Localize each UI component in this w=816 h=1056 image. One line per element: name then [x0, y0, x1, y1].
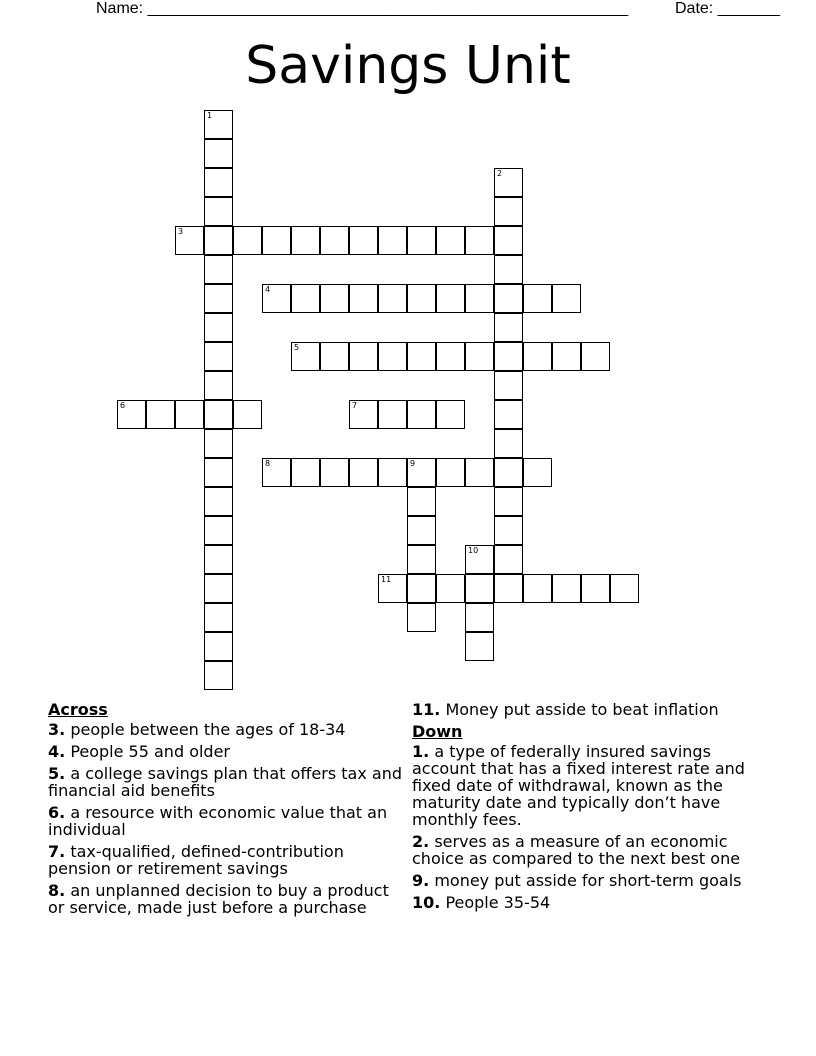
crossword-cell[interactable] — [262, 458, 291, 487]
clue-number: 6 — [120, 401, 126, 410]
across-clue: 5. a college savings plan that offers tax and financial aid benefits — [48, 764, 402, 800]
crossword-cell[interactable] — [175, 226, 204, 255]
crossword-cell[interactable] — [117, 400, 146, 429]
crossword-cell[interactable] — [204, 458, 233, 487]
crossword-cell[interactable] — [552, 284, 581, 313]
crossword-cell[interactable] — [204, 545, 233, 574]
crossword-cell[interactable] — [204, 400, 233, 429]
crossword-cell[interactable] — [465, 603, 494, 632]
crossword-cell[interactable] — [378, 400, 407, 429]
crossword-cell[interactable] — [262, 284, 291, 313]
clue-number: 8 — [265, 459, 271, 468]
crossword-cell[interactable] — [494, 458, 523, 487]
crossword-cell[interactable] — [407, 458, 436, 487]
crossword-cell[interactable] — [465, 458, 494, 487]
crossword-cell[interactable] — [465, 226, 494, 255]
crossword-cell[interactable] — [465, 545, 494, 574]
crossword-cell[interactable] — [204, 661, 233, 690]
crossword-cell[interactable] — [146, 400, 175, 429]
clue-number: 11 — [381, 575, 392, 584]
crossword-cell[interactable] — [204, 371, 233, 400]
crossword-cell[interactable] — [349, 226, 378, 255]
across-clue: 6. a resource with economic value that an individual — [48, 803, 388, 839]
crossword-cell[interactable] — [494, 168, 523, 197]
crossword-cell[interactable] — [291, 342, 320, 371]
across-clue: 4. People 55 and older — [48, 742, 230, 761]
crossword-cell[interactable] — [407, 574, 436, 603]
down-clue: 1. a type of federally insured savings account that has a fixed interest rate and fixed date of withdrawal, known as the maturity date and typically don’t have monthly fees. — [412, 742, 745, 829]
crossword-cell[interactable] — [407, 516, 436, 545]
crossword-cell[interactable] — [494, 487, 523, 516]
crossword-cell[interactable] — [204, 168, 233, 197]
crossword-cell[interactable] — [465, 632, 494, 661]
crossword-cell[interactable] — [204, 313, 233, 342]
across-clue: 11. Money put asside to beat inflation — [412, 700, 719, 719]
crossword-cell[interactable] — [349, 400, 378, 429]
crossword-cell[interactable] — [204, 429, 233, 458]
crossword-cell[interactable] — [204, 487, 233, 516]
crossword-cell[interactable] — [494, 400, 523, 429]
crossword-cell[interactable] — [349, 458, 378, 487]
crossword-cell[interactable] — [407, 603, 436, 632]
crossword-cell[interactable] — [378, 458, 407, 487]
crossword-cell[interactable] — [523, 458, 552, 487]
down-clue: 10. People 35-54 — [412, 893, 551, 912]
crossword-cell[interactable] — [494, 371, 523, 400]
crossword-cell[interactable] — [204, 342, 233, 371]
down-clue: 9. money put asside for short-term goals — [412, 871, 742, 890]
crossword-cell[interactable] — [320, 226, 349, 255]
crossword-cell[interactable] — [349, 342, 378, 371]
crossword-cell[interactable] — [494, 255, 523, 284]
crossword-cell[interactable] — [407, 284, 436, 313]
crossword-cell[interactable] — [407, 226, 436, 255]
across-clue: 8. an unplanned decision to buy a product or service, made just before a purchase — [48, 881, 389, 917]
crossword-cell[interactable] — [494, 313, 523, 342]
crossword-cell[interactable] — [465, 342, 494, 371]
date-field[interactable]: Date: _______ — [675, 0, 780, 17]
crossword-cell[interactable] — [494, 516, 523, 545]
crossword-cell[interactable] — [407, 545, 436, 574]
crossword-cell[interactable] — [204, 574, 233, 603]
crossword-cell[interactable] — [291, 226, 320, 255]
crossword-cell[interactable] — [581, 574, 610, 603]
clues-right-column — [412, 701, 772, 916]
name-field[interactable]: Name: ______________________________________________________ — [96, 0, 629, 17]
crossword-cell[interactable] — [494, 197, 523, 226]
crossword-cell[interactable] — [436, 284, 465, 313]
crossword-cell[interactable] — [204, 603, 233, 632]
down-heading: Down — [412, 722, 463, 741]
crossword-cell[interactable] — [204, 284, 233, 313]
crossword-cell[interactable] — [494, 574, 523, 603]
crossword-cell[interactable] — [407, 487, 436, 516]
across-clue: 3. people between the ages of 18-34 — [48, 720, 346, 739]
crossword-cell[interactable] — [465, 284, 494, 313]
down-clue: 2. serves as a measure of an economic choice as compared to the next best one — [412, 832, 741, 868]
crossword-cell[interactable] — [204, 197, 233, 226]
across-clue: 7. tax-qualified, defined-contribution pension or retirement savings — [48, 842, 344, 878]
crossword-cell[interactable] — [523, 284, 552, 313]
crossword-cell[interactable] — [320, 458, 349, 487]
clue-number: 1 — [207, 111, 213, 120]
crossword-cell[interactable] — [349, 284, 378, 313]
crossword-cell[interactable] — [436, 458, 465, 487]
crossword-cell[interactable] — [436, 342, 465, 371]
crossword-cell[interactable] — [436, 574, 465, 603]
crossword-cell[interactable] — [204, 255, 233, 284]
crossword-cell[interactable] — [291, 458, 320, 487]
crossword-cell[interactable] — [610, 574, 639, 603]
clue-number: 5 — [294, 343, 300, 352]
crossword-cell[interactable] — [378, 284, 407, 313]
crossword-cell[interactable] — [552, 342, 581, 371]
crossword-cell[interactable] — [552, 574, 581, 603]
crossword-cell[interactable] — [523, 574, 552, 603]
crossword-cell[interactable] — [204, 516, 233, 545]
crossword-cell[interactable] — [494, 284, 523, 313]
clue-number: 2 — [497, 169, 503, 178]
crossword-cell[interactable] — [407, 342, 436, 371]
crossword-cell[interactable] — [204, 226, 233, 255]
crossword-cell[interactable] — [465, 574, 494, 603]
crossword-cell[interactable] — [378, 226, 407, 255]
clues-left-column — [48, 701, 403, 921]
clue-number: 4 — [265, 285, 271, 294]
crossword-cell[interactable] — [233, 400, 262, 429]
clue-number: 10 — [468, 546, 479, 555]
crossword-cell[interactable] — [494, 342, 523, 371]
clue-number: 7 — [352, 401, 358, 410]
crossword-cell[interactable] — [378, 342, 407, 371]
crossword-cell[interactable] — [320, 342, 349, 371]
crossword-cell[interactable] — [320, 284, 349, 313]
crossword-cell[interactable] — [494, 226, 523, 255]
crossword-cell[interactable] — [407, 400, 436, 429]
across-heading: Across — [48, 700, 108, 719]
crossword-cell[interactable] — [204, 110, 233, 139]
crossword-cell[interactable] — [494, 545, 523, 574]
crossword-cell[interactable] — [523, 342, 552, 371]
clue-number: 9 — [410, 459, 416, 468]
crossword-cell[interactable] — [204, 632, 233, 661]
crossword-cell[interactable] — [291, 284, 320, 313]
crossword-cell[interactable] — [436, 226, 465, 255]
crossword-cell[interactable] — [204, 139, 233, 168]
crossword-cell[interactable] — [175, 400, 204, 429]
crossword-cell[interactable] — [436, 400, 465, 429]
crossword-cell[interactable] — [378, 574, 407, 603]
clue-number: 3 — [178, 227, 184, 236]
crossword-cell[interactable] — [233, 226, 262, 255]
crossword-cell[interactable] — [494, 429, 523, 458]
page-title: Savings Unit — [245, 36, 571, 96]
crossword-cell[interactable] — [262, 226, 291, 255]
crossword-cell[interactable] — [581, 342, 610, 371]
